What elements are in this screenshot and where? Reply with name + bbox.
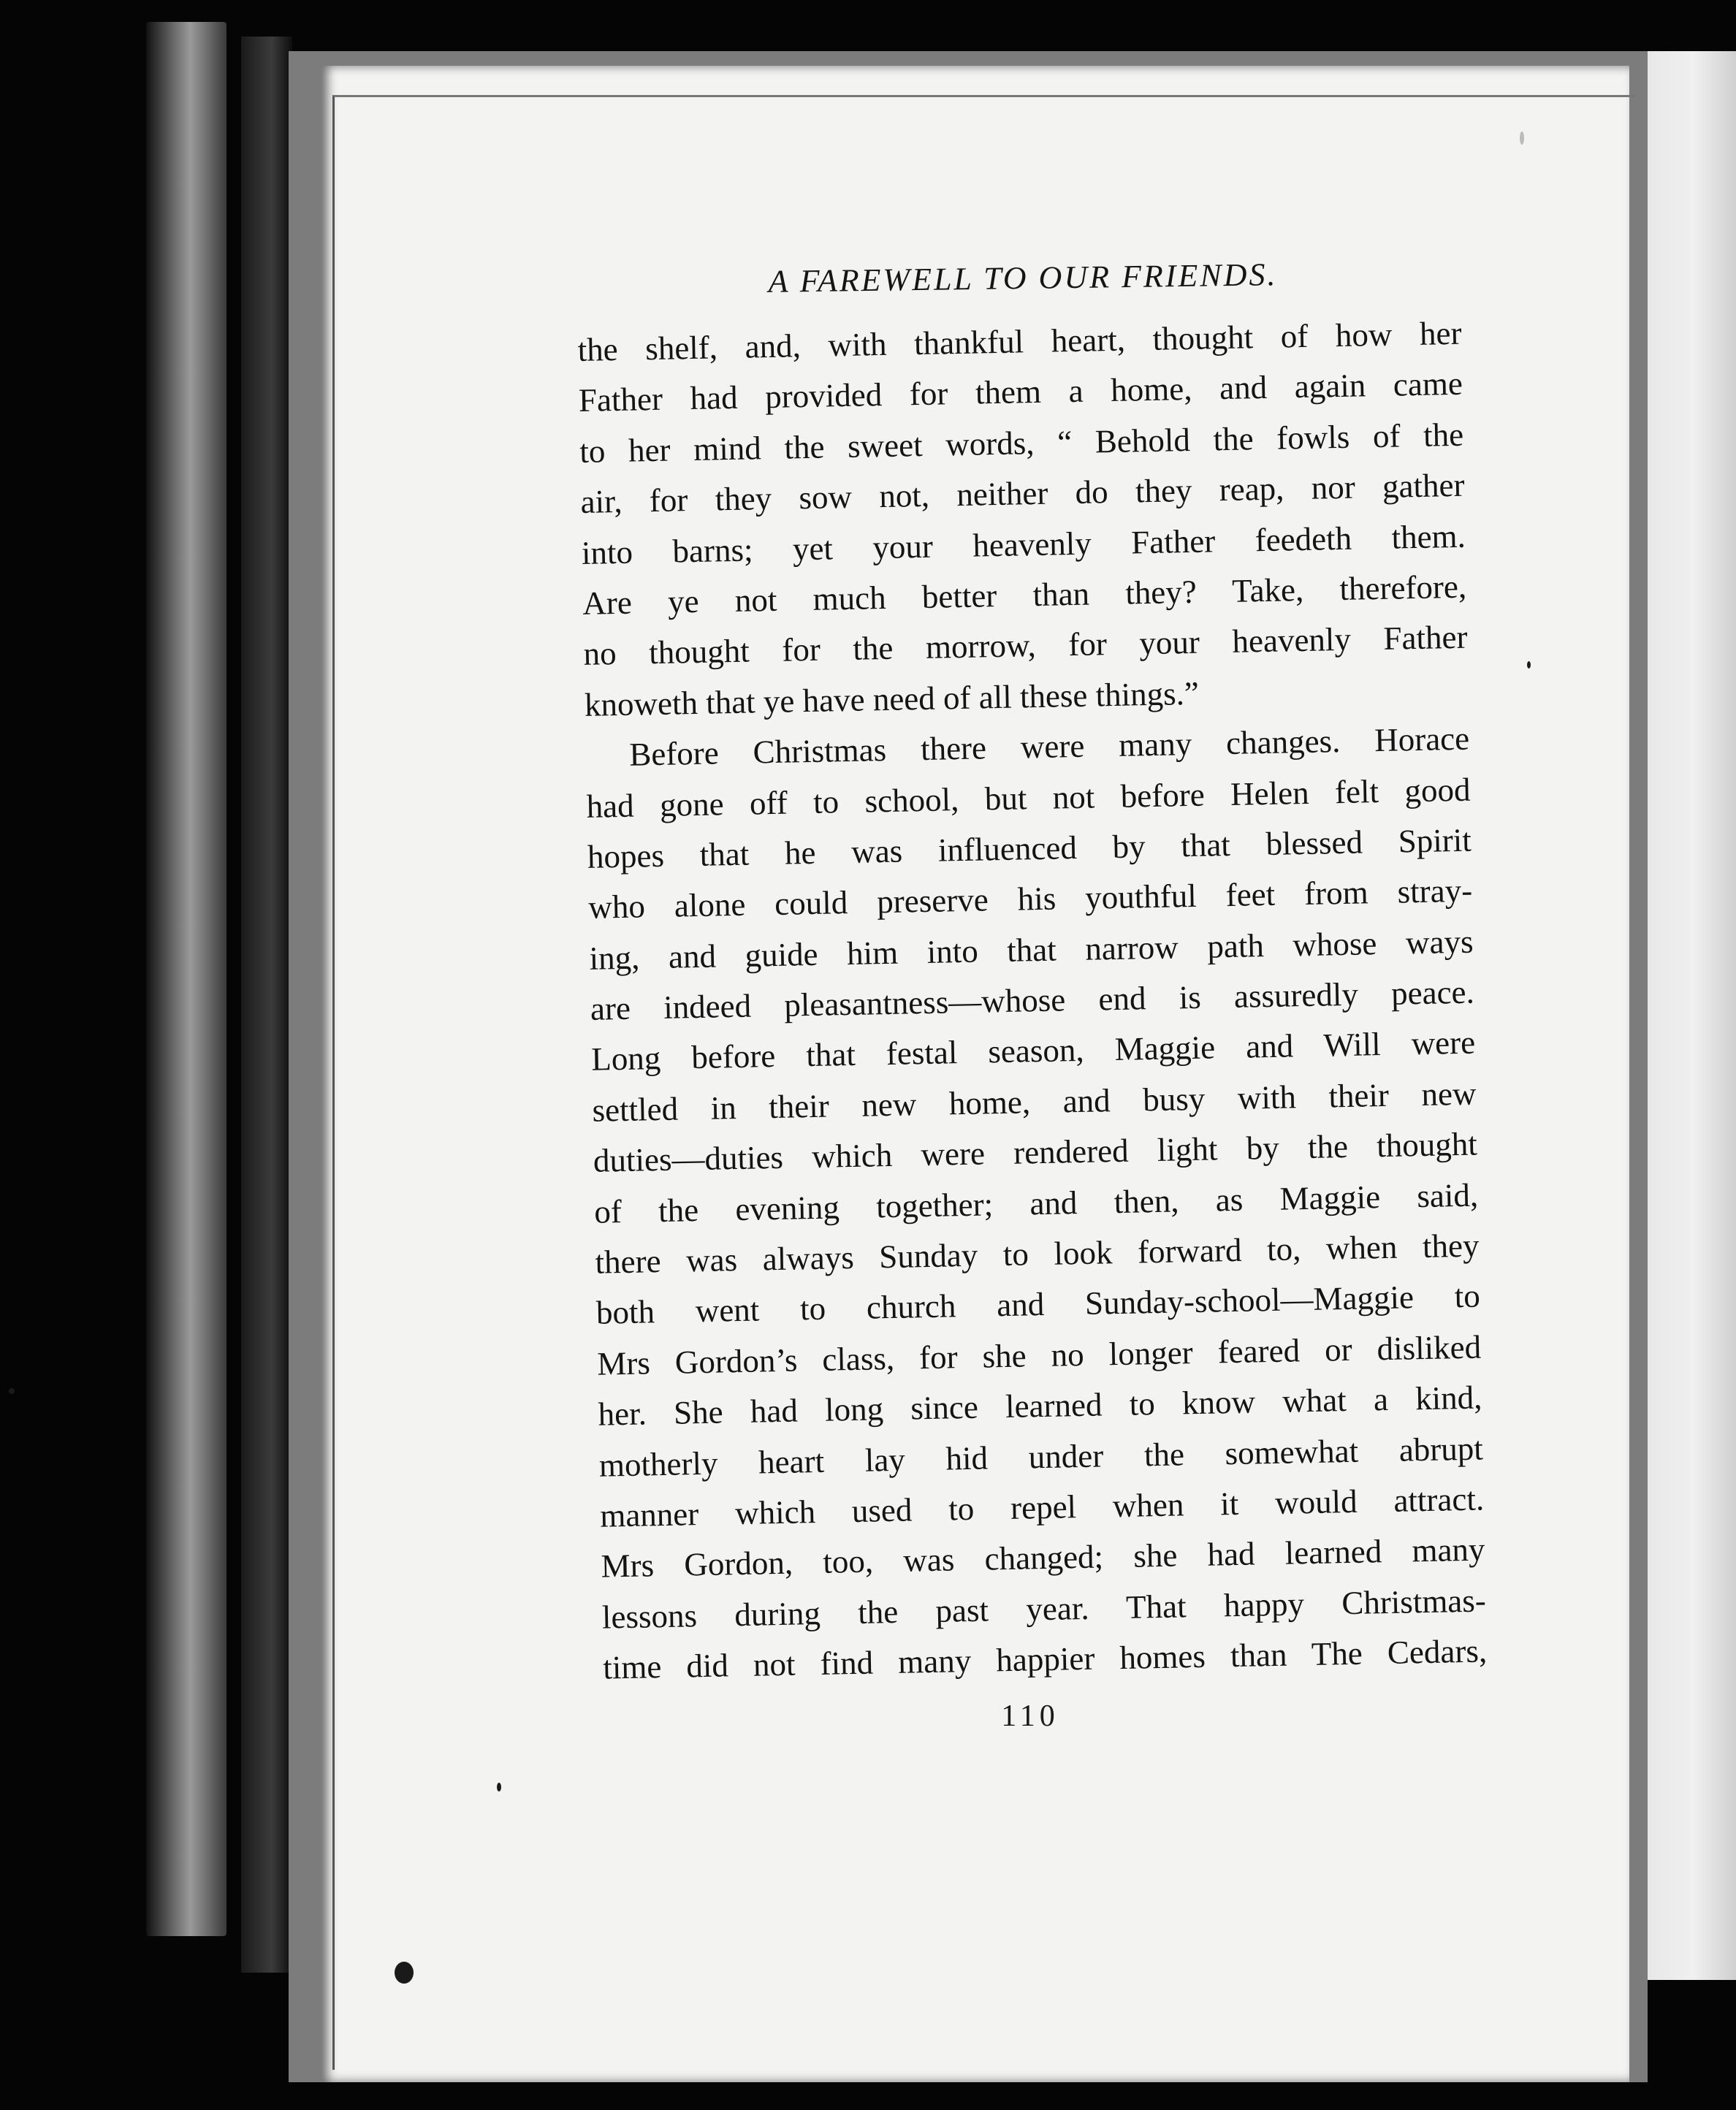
text-line: both went to church and Sunday-school—Maggie to — [595, 1277, 1481, 1332]
text-line: time did not find many happier homes than The Cedars, — [602, 1632, 1488, 1686]
text-line: ing, and guide him into that narrow path whose ways — [589, 923, 1474, 977]
text-line: Long before that festal season, Maggie and Will were — [590, 1024, 1476, 1078]
left-book-edge — [146, 22, 226, 1936]
text-line: lessons during the past year. That happy Christmas- — [601, 1582, 1487, 1636]
text-line: who alone could preserve his youthful feet from stray- — [587, 872, 1473, 926]
text-line: into barns; yet your heavenly Father feedeth them. — [581, 517, 1466, 571]
text-line: Before Christmas there were many changes. Horace — [628, 720, 1470, 773]
running-head: A FAREWELL TO OUR FRIENDS. — [768, 256, 1278, 300]
text-line: knoweth that ye have need of all these things.” — [584, 674, 1200, 723]
text-line: of the evening together; and then, as Maggie said, — [593, 1176, 1479, 1230]
left-book-binding — [241, 37, 292, 1973]
text-line: settled in their new home, and busy with their new — [592, 1075, 1477, 1129]
page-number: 110 — [1001, 1699, 1059, 1733]
text-line: there was always Sunday to look forward to, when they — [595, 1227, 1480, 1281]
scan-speck — [395, 1962, 414, 1984]
text-line: her. She had long since learned to know what a kind, — [598, 1379, 1482, 1433]
text-line: motherly heart lay hid under the somewhat abrupt — [598, 1430, 1484, 1484]
body-text — [577, 308, 1488, 1694]
text-line: no thought for the morrow, for your heavenly Father — [583, 619, 1468, 673]
text-line: are indeed pleasantness—whose end is assuredly peace. — [590, 973, 1475, 1027]
text-line: to her mind the sweet words, “ Behold the fowls of the — [579, 416, 1464, 470]
text-line: Father had provided for them a home, and again came — [578, 365, 1463, 419]
text-line: the shelf, and, with thankful heart, thought of how her — [577, 314, 1462, 368]
text-line: manner which used to repel when it would attract. — [599, 1480, 1485, 1534]
scan-speck — [1520, 132, 1524, 145]
text-line: duties—duties which were rendered light by the thought — [593, 1125, 1478, 1180]
scan-speck — [9, 1388, 15, 1394]
text-line: Mrs Gordon, too, was changed; she had learned many — [601, 1531, 1485, 1585]
text-line: had gone off to school, but not before Helen felt good — [586, 771, 1471, 825]
text-line: air, for they sow not, neither do they reap, nor gather — [580, 466, 1465, 521]
text-line: hopes that he was influenced by that blessed Spirit — [587, 821, 1472, 875]
scan-speck — [497, 1783, 501, 1791]
text-line: Mrs Gordon’s class, for she no longer feared or disliked — [596, 1328, 1482, 1382]
scan-speck — [1527, 661, 1531, 669]
text-line: Are ye not much better than they? Take, therefore, — [582, 568, 1467, 622]
